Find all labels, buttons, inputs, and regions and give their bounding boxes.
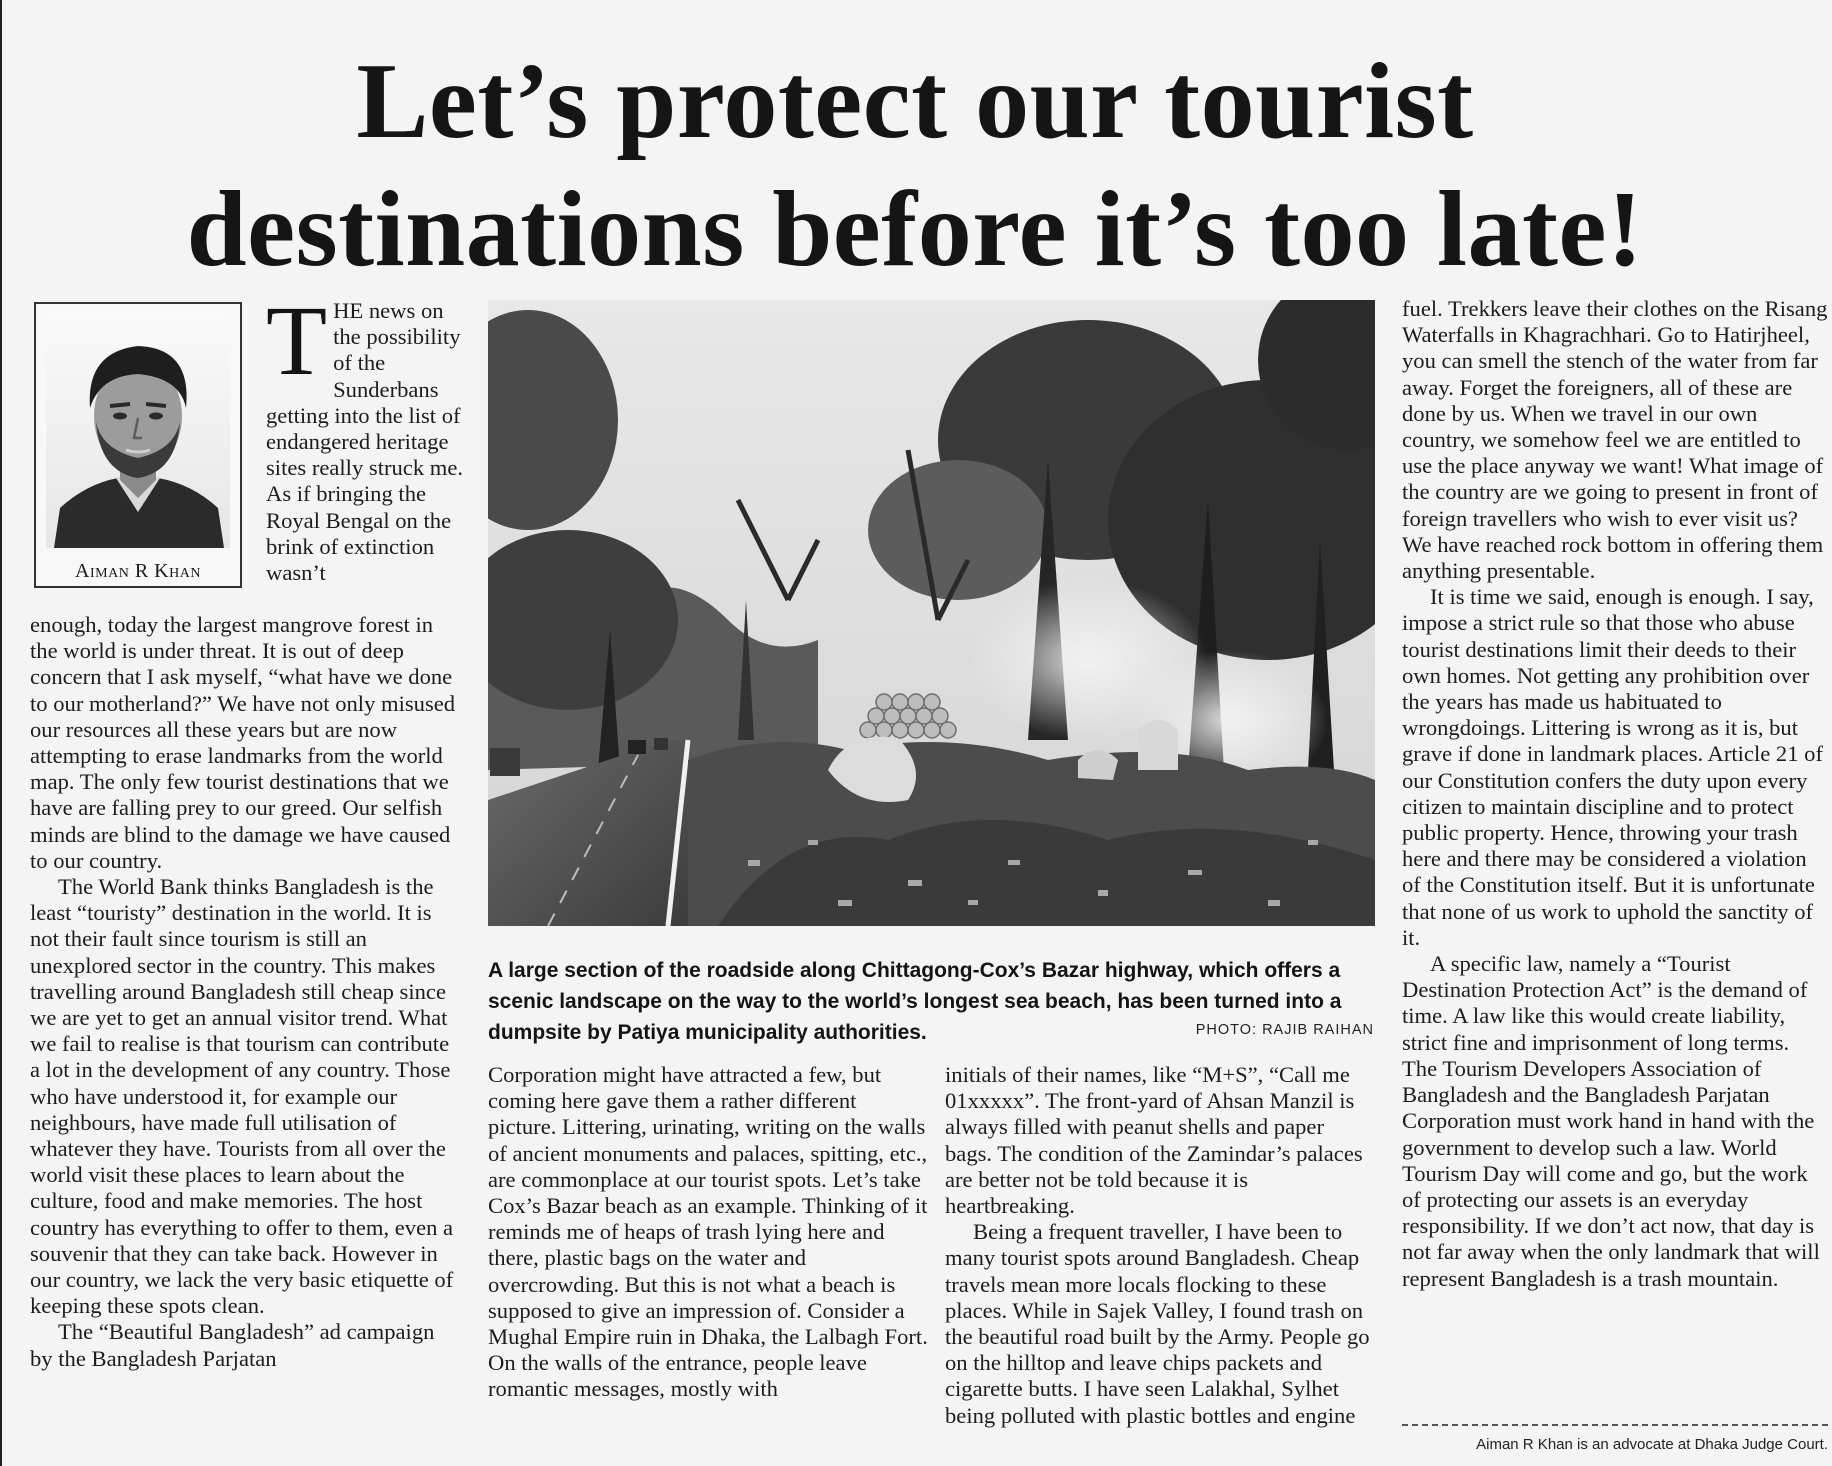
column-4-paragraph-2: It is time we said, enough is enough. I say, impose a strict rule so that those who abuse tourist destinations limit their deeds to their own homes. Not getting any prohibition over the years has made us habituated to wrongdoings. Littering is wrong as it is, but grave if done in landmark places. Article 21 of our Constitution confers the duty upon every citizen to maintain discipline and to protect public property. Hence, throwing your trash here and there may be considered a violation of the Constitution itself. But it is unfortunate that none of us work to uphold the sanctity of it. — [1402, 584, 1823, 950]
column-1-intro — [266, 285, 466, 586]
photo-caption: A large section of the roadside along Chittagong-Cox’s Bazar highway, which offers a scenic landscape on the way to the world’s longest sea beach, has been turned into a dumpsite by Patiya municipality authorities. — [488, 959, 1342, 1044]
column-3-paragraph-1: initials of their names, like “M+S”, “Call me 01xxxxx”. The front-yard of Ahsan Manzil is always filled with peanut shells and paper bags. The condition of the Zamindar’s palaces are better not be told because it is heartbreaking. — [945, 1062, 1363, 1219]
column-1-paragraph-2: The World Bank thinks Bangladesh is the least “touristy” destination in the world. It is not their fault since tourism is still an unexplored sector in the country. This makes travelling around Bangladesh still cheap since we are yet to get an annual visitor trend. What we fail to realise is that tourism can contribute a lot in the development of any country. Those who have understood it, for example our neighbours, have made full utilisation of whatever they have. Tourists from all over the world visit these places to learn about the culture, food and make memories. The host country has everything to offer to them, even a souvenir that they can take back. However in our country, we lack the very basic etiquette of keeping these spots clean. — [30, 874, 454, 1319]
photo-credit: PHOTO: RAJIB RAIHAN — [1195, 1022, 1374, 1038]
column-1 — [30, 612, 458, 1372]
column-1-paragraph-3: The “Beautiful Bangladesh” ad campaign by the Bangladesh Parjatan — [30, 1319, 435, 1371]
column-4-paragraph-1: fuel. Trekkers leave their clothes on the Risang Waterfalls in Khagrachhari. Go to Hatirjheel, you can smell the stench of the water from far away. Forget the foreigners, all of these are done by us. When we travel in our own country, we somehow feel we are entitled to use the place anyway we want! What image of the country are we going to present in front of foreign travellers who wish to ever visit us? We have reached rock bottom in offering them anything presentable. — [1402, 296, 1828, 584]
headline — [20, 38, 1810, 294]
author-portrait-icon — [46, 312, 230, 548]
column-2-paragraph-1: Corporation might have attracted a few, but coming here gave them a rather different picture. Littering, urinating, writing on the walls of ancient monuments and palaces, spitting, etc., are commonplace at our tourist spots. Let’s take Cox’s Bazar beach as an example. Thinking of it reminds me of heaps of trash lying here and there, plastic bags on the water and overcrowding. But this is not what a beach is supposed to give an impression of. Consider a Mughal Empire ruin in Dhaka, the Lalbagh Fort. On the walls of the entrance, people leave romantic messages, mostly with — [488, 1062, 928, 1402]
footnote-divider — [1402, 1424, 1828, 1426]
drop-cap: T — [266, 285, 328, 396]
column-1-intro-text: HE news on the possibility of the Sunderbans getting into the list of endangered heritage sites really struck me. As if bringing the Royal Bengal on the brink of extinction wasn’t — [266, 298, 464, 586]
headline-line-2: destinations before it’s too late! — [186, 170, 1644, 289]
column-4-paragraph-3: A specific law, namely a “Tourist Destination Protection Act” is the demand of time. A law like this would create liability, strict fine and imprisonment of long terms. The Tourism Developers Association of Bangladesh and the Bangladesh Parjatan Corporation must work hand in hand with the government to develop such a law. World Tourism Day will come and go, but the work of protecting our assets is an everyday responsibility. If we don’t act now, that day is not far away when the only landmark that will represent Bangladesh is a trash mountain. — [1402, 951, 1820, 1291]
author-name: Aiman R Khan — [75, 560, 201, 582]
column-3-paragraph-2: Being a frequent traveller, I have been to many tourist spots around Bangladesh. Cheap travels mean more locals flocking to these places. While in Sajek Valley, I found trash on the beautiful road built by the Army. People go on the hilltop and leave chips packets and cigarette butts. I have seen Lalakhal, Sylhet being polluted with plastic bottles and engine — [945, 1219, 1370, 1428]
column-1-paragraph-1: enough, today the largest mangrove forest in the world is under threat. It is out of deep concern that I ask myself, “what have we done to our motherland?” We have not only misused our resources all these years but are now attempting to erase landmarks from the world map. The only few tourist destinations that we have are falling prey to our greed. Our selfish minds are blind to the damage we have caused to our country. — [30, 612, 456, 873]
column-2 — [488, 1062, 928, 1403]
headline-line-1: Let’s protect our tourist — [356, 42, 1474, 161]
roadside-dumpsite-photo-icon — [488, 300, 1375, 926]
author-box — [34, 302, 242, 588]
author-footnote: Aiman R Khan is an advocate at Dhaka Judge Court. — [1476, 1436, 1828, 1453]
page-border — [0, 0, 2, 1466]
column-4 — [1402, 296, 1828, 1292]
column-3 — [945, 1062, 1375, 1429]
